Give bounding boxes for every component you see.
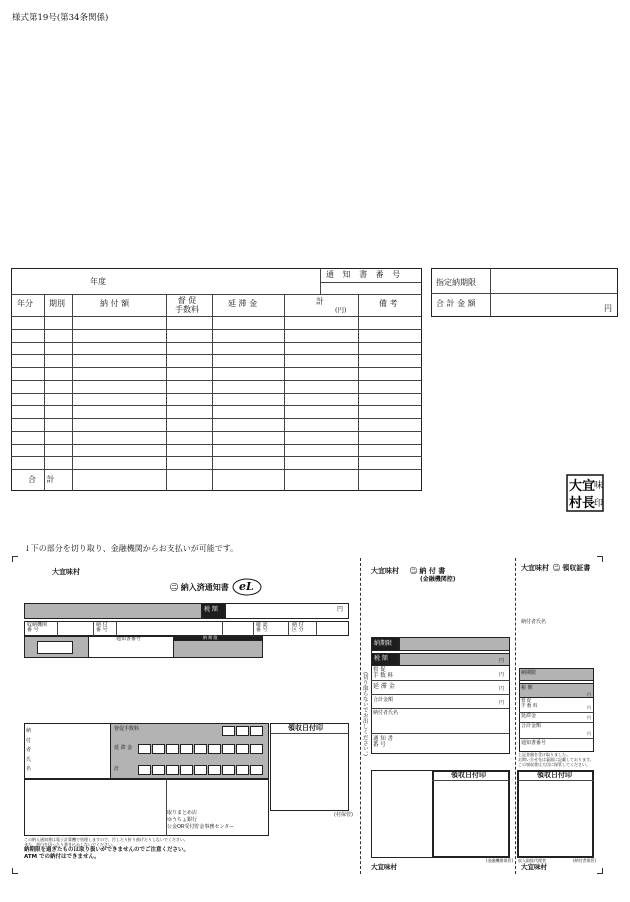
digit-box <box>250 726 263 736</box>
digit-box <box>152 744 165 754</box>
svg-text:村長: 村長 <box>569 496 596 511</box>
digit-box <box>180 744 193 754</box>
table-row-line <box>11 405 422 406</box>
form-number: 様式第19号(第34条関係) <box>12 13 109 23</box>
col-total-unit: (円) <box>335 306 347 314</box>
digit-box <box>236 744 249 754</box>
slip2-subtitle: (金融機関控) <box>420 576 456 583</box>
svg-text:印: 印 <box>594 499 604 509</box>
slip3-notice-label: 通知書番号 <box>521 740 547 746</box>
slip1-payer-label: 納 付 者 氏 名 <box>26 728 32 772</box>
table-row-line <box>11 342 422 343</box>
corner-mark <box>597 556 603 562</box>
total-amount-label: 合 計 金 額 <box>436 299 476 308</box>
slip3-org: 大宜味村 <box>521 564 549 572</box>
slip1-stamp-label: 領収日付印 <box>288 724 323 732</box>
digit-box <box>152 765 165 775</box>
year-label: 年度 <box>90 277 106 286</box>
col-amount: 納 付 額 <box>100 299 130 308</box>
slip1-note2: また、余白を切ったり書き込みしないでください。 <box>24 842 116 847</box>
col-remarks: 備 考 <box>379 299 398 308</box>
slip1-note3: 納期限を過ぎたものは取り扱いができませんのでご注意ください。 <box>24 847 190 853</box>
bank1: ゆうちょ銀行 <box>167 817 198 823</box>
slip2-yen-4: 円 <box>499 700 505 706</box>
cut-instruction: ↓下の部分を切り取り、金融機関からお支払いが可能です。 <box>24 544 239 553</box>
slip3-stamp-label: 領収日付印 <box>537 771 572 779</box>
corner-mark <box>12 556 18 562</box>
receipt-note-3: この領収書は大切に保管してください。 <box>518 762 590 767</box>
slip1-note1: この納入通知書は電子計算機で処理しますので、汚したり折り曲げたりしないでください。 <box>24 837 188 842</box>
col-total: 計 <box>316 297 324 306</box>
svg-text:大宜: 大宜 <box>569 479 596 494</box>
receiver-no-label: 収納機関 番 号 <box>27 622 48 634</box>
slip3-deadline-label: 納期限 <box>521 670 537 676</box>
col-year: 年分 <box>17 299 33 308</box>
slip3-footer-org: 大宜味村 <box>521 863 547 871</box>
table-row-line <box>11 456 422 457</box>
total-label: 合 計 <box>28 475 59 484</box>
corner-mark <box>12 868 18 874</box>
digit-box <box>250 744 263 754</box>
slip1-note4: ATM での納付はできません。 <box>24 854 100 860</box>
slip2-copy-label: (金融機関保管) <box>486 858 514 863</box>
slip3-footer1: 収入取扱代理者 <box>518 858 546 863</box>
slip2-org: 大宜味村 <box>371 567 399 575</box>
slip3-title: ㊁ 領収証書 <box>553 564 591 572</box>
slip2-footer-org: 大宜味村 <box>371 863 397 871</box>
slip2-yen-3: 円 <box>499 686 505 692</box>
total-amount-unit: 円 <box>604 304 612 313</box>
slip3-fee-label: 督 促 手 数 料 <box>521 699 538 709</box>
col-period: 期別 <box>49 299 65 308</box>
corner-mark <box>597 868 603 874</box>
village-head-seal <box>566 474 604 512</box>
slip2-yen-2: 円 <box>499 672 505 678</box>
table-row-line <box>11 431 422 432</box>
slip2-title: ㊁ 納 付 書 <box>410 567 446 575</box>
digit-box <box>208 744 221 754</box>
receipt-note-1: 上記金額を受け取りました。 <box>518 752 570 757</box>
slip3-yen-4: 円 <box>587 731 591 736</box>
slip3-yen-3: 円 <box>587 715 591 720</box>
table-row-line <box>11 393 422 394</box>
slip2-payer-label: 納付者氏名 <box>373 710 399 716</box>
slip1-yen: 円 <box>337 606 344 613</box>
slip2-yen-1: 円 <box>499 658 505 664</box>
perforation-line <box>515 558 516 874</box>
deadline-label: 指定納期限 <box>436 278 476 287</box>
slip3-late-label: 延滞金 <box>521 713 537 719</box>
slip1-org: 大宜味村 <box>52 568 80 576</box>
digit-box <box>194 765 207 775</box>
digit-box <box>208 765 221 775</box>
slip2-late-label: 延 滞 金 <box>373 683 395 690</box>
handling-branch: 取りまとめ店 <box>167 810 198 816</box>
slip3-copy-label: (納付者保管) <box>573 858 597 863</box>
digit-box <box>166 744 179 754</box>
slip2-stamp-label: 領収日付印 <box>451 771 486 779</box>
slip1-fee-label: 督促手数料 <box>114 726 140 732</box>
table-row-line <box>11 380 422 381</box>
col-late: 延 滞 金 <box>228 299 258 308</box>
digit-box <box>138 744 151 754</box>
slip2-fee-label: 督 促 手 数 料 <box>373 667 393 679</box>
slip3-yen-1: 円 <box>587 692 591 697</box>
slip2-tax-label: 税 額 <box>374 655 388 662</box>
check-no-label: 確 認 番 号 <box>256 622 268 634</box>
table-row-line <box>11 354 422 355</box>
slip1-sum-label: 計 <box>114 766 120 772</box>
digit-box <box>250 765 263 775</box>
slip1-tax-label: 税 額 <box>204 606 218 613</box>
slip1-copy-label: (村保管) <box>334 812 353 818</box>
pay-type-label: 納 付 区 分 <box>292 622 304 634</box>
slip2-deadline-label: 納期限 <box>374 640 393 647</box>
slip3-total-label: 合計金額 <box>521 723 542 729</box>
slip2-side-note: (切り取らないでお出しください。) <box>361 672 368 757</box>
svg-text:味: 味 <box>594 481 604 491</box>
slip1-deadline-label: 納 期 限 <box>203 635 218 640</box>
slip2-notice-label: 通 知 書 番 号 <box>373 736 393 748</box>
bank2: 公金OR受付貯金事務センター <box>167 824 235 830</box>
table-row-line <box>11 329 422 330</box>
notice-no-label: 通 知 書 番 号 <box>326 270 404 279</box>
digit-box <box>222 744 235 754</box>
digit-box <box>222 765 235 775</box>
payer-no-label: 納 付 番 号 <box>96 622 108 634</box>
digit-box <box>194 744 207 754</box>
table-row-line <box>11 444 422 445</box>
slip3-payer-label: 納付者氏名 <box>521 619 547 625</box>
digit-box <box>236 765 249 775</box>
digit-box <box>222 726 235 736</box>
col-fee: 督 促 手数料 <box>175 296 199 315</box>
digit-box <box>180 765 193 775</box>
digit-box <box>138 765 151 775</box>
receipt-note-2: お問い合せ先は裏面に記載しております。 <box>518 757 594 762</box>
slip2-total-label: 合計金額 <box>373 697 394 703</box>
slip1-title: ㊁ 納入済通知書 <box>170 583 229 592</box>
slip1-notice-no-label: 通知書番号 <box>116 636 142 642</box>
digit-box <box>166 765 179 775</box>
digit-box <box>236 726 249 736</box>
slip3-yen-2: 円 <box>587 705 591 710</box>
slip3-tax-label: 税 額 <box>521 685 533 691</box>
el-logo: eL <box>231 577 263 597</box>
table-row-line <box>11 418 422 419</box>
table-row-line <box>11 367 422 368</box>
slip1-late-label: 延 滞 金 <box>114 745 133 751</box>
